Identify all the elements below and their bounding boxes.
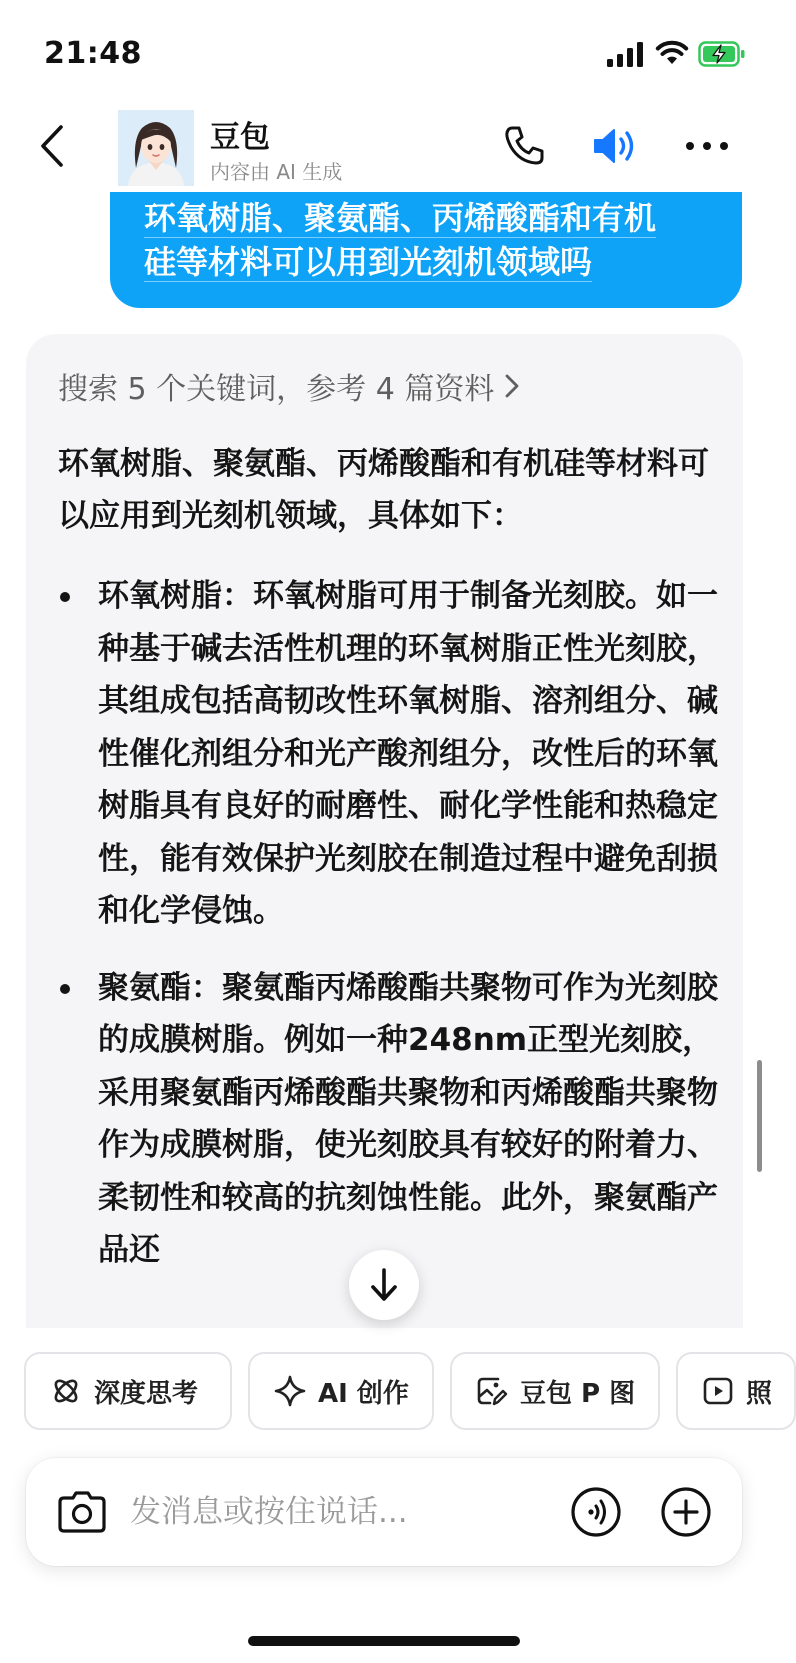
phone-icon (500, 122, 548, 170)
voice-wave-icon (570, 1486, 622, 1538)
home-indicator[interactable] (248, 1636, 520, 1646)
cellular-signal-icon (606, 42, 646, 68)
arrow-down-icon (368, 1267, 400, 1303)
image-edit-chip[interactable] (450, 1352, 660, 1430)
chip-label: AI 创作 (318, 1378, 409, 1409)
message-input[interactable] (130, 1486, 470, 1538)
avatar-illustration (118, 110, 194, 186)
search-references-link[interactable] (58, 364, 520, 408)
ai-creation-chip[interactable] (248, 1352, 434, 1430)
ai-generated-notice: 内容由 AI 生成 (210, 160, 343, 184)
camera-button[interactable] (56, 1488, 108, 1536)
more-options-button[interactable] (680, 122, 734, 170)
chip-label: 豆包 P 图 (520, 1378, 636, 1409)
bullet-dot (60, 984, 70, 994)
assistant-message-card (26, 334, 743, 1334)
chip-label: 照 (746, 1378, 773, 1409)
composer-area (0, 1328, 773, 1663)
image-edit-icon (476, 1375, 508, 1407)
answer-bullet-list (58, 570, 730, 1301)
list-item (58, 570, 730, 938)
sparkle-icon (274, 1375, 306, 1407)
scroll-to-bottom-button[interactable] (349, 1250, 419, 1320)
user-message-line: 环氧树脂、聚氨酯、丙烯酸酯和有机 (144, 199, 657, 237)
more-dot (686, 142, 694, 150)
phone-call-button[interactable] (500, 122, 548, 170)
voice-input-button[interactable] (570, 1486, 622, 1538)
speaker-volume-icon (590, 122, 642, 170)
atom-icon (50, 1375, 82, 1407)
answer-intro-paragraph: 环氧树脂、聚氨酯、丙烯酸酯和有机硅等材料可以应用到光刻机领域，具体如下： (58, 446, 709, 534)
chevron-left-icon (39, 124, 65, 168)
chip-label: 深度思考 (94, 1378, 199, 1409)
plus-icon (660, 1486, 712, 1538)
wifi-icon (656, 40, 688, 68)
user-message-line: 硅等材料可以用到光刻机领域吗 (144, 243, 593, 281)
scrollbar-thumb[interactable] (757, 1060, 762, 1172)
contact-name: 豆包 (210, 120, 270, 155)
search-summary-text: 搜索 5 个关键词，参考 4 篇资料 (58, 372, 495, 407)
list-item (58, 962, 730, 1277)
deep-thinking-chip[interactable] (24, 1352, 232, 1430)
bullet-dot (60, 592, 70, 602)
photo-video-chip[interactable] (676, 1352, 796, 1430)
speaker-toggle-button[interactable] (590, 122, 642, 170)
video-icon (702, 1375, 734, 1407)
add-attachment-button[interactable] (660, 1486, 712, 1538)
bullet-text: 环氧树脂：环氧树脂可用于制备光刻胶。如一种基于碱去活性机理的环氧树脂正性光刻胶，其组成包括高韧改性环氧树脂、溶剂组分、碱性催化剂组分和光产酸剂组分，改性后的环氧树脂具有良好的耐磨性、耐化学性能和热稳定性，能有效保护光刻胶在制造过程中避免刮损和化学侵蚀。 (98, 578, 718, 929)
avatar[interactable] (118, 110, 194, 186)
status-time: 21:48 (44, 36, 142, 71)
camera-icon (56, 1488, 108, 1536)
chevron-right-icon (504, 373, 520, 399)
chat-header (0, 100, 768, 192)
quick-action-chips (24, 1352, 796, 1430)
message-input-bar (26, 1458, 742, 1566)
back-button[interactable] (30, 120, 74, 172)
user-message-text (144, 196, 712, 284)
more-dot (720, 142, 728, 150)
battery-charging-icon (698, 40, 746, 68)
status-bar (0, 0, 768, 100)
more-dot (703, 142, 711, 150)
bullet-text: 聚氨酯：聚氨酯丙烯酸酯共聚物可作为光刻胶的成膜树脂。例如一种248nm正型光刻胶，采用聚氨酯丙烯酸酯共聚物和丙烯酸酯共聚物作为成膜树脂，使光刻胶具有较好的附着力、柔韧性和较高的抗刻蚀性能。此外，聚氨酯产品还 (98, 969, 718, 1268)
